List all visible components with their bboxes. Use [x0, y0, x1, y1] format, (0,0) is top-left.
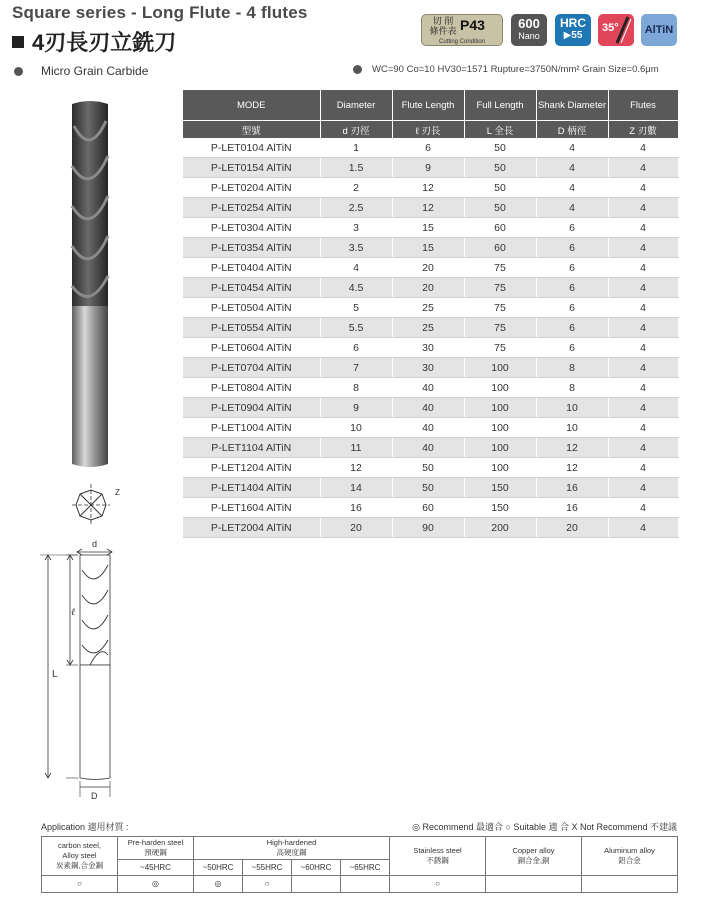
- table-cell: 20: [536, 518, 608, 538]
- table-cell: 25: [392, 318, 464, 338]
- table-cell: 6: [392, 138, 464, 158]
- nano-badge: [511, 14, 547, 46]
- application-title: Application 適用材質 :: [41, 822, 129, 832]
- table-cell: 100: [464, 378, 536, 398]
- table-row: [183, 218, 678, 238]
- table-cell: 4: [608, 458, 678, 478]
- hrc-badge: [555, 14, 591, 46]
- table-cell: 100: [464, 398, 536, 418]
- table-cell: 16: [536, 478, 608, 498]
- table-cell: 2: [320, 178, 392, 198]
- table-cell: 100: [464, 418, 536, 438]
- table-row: [183, 358, 678, 378]
- header-flutes: Flutes: [608, 90, 678, 121]
- table-cell: P-LET0454 AlTiN: [183, 278, 320, 298]
- page-title-en: Square series - Long Flute - 4 flutes: [12, 3, 308, 22]
- table-row: [183, 298, 678, 318]
- cutting-code: P43: [460, 17, 485, 33]
- title-square-icon: [12, 36, 24, 48]
- table-row: [183, 178, 678, 198]
- table-cell: P-LET1604 AlTiN: [183, 498, 320, 518]
- table-cell: 8: [320, 378, 392, 398]
- table-cell: 150: [464, 478, 536, 498]
- table-cell: P-LET0204 AlTiN: [183, 178, 320, 198]
- table-cell: 200: [464, 518, 536, 538]
- table-cell: 11: [320, 438, 392, 458]
- table-cell: P-LET0254 AlTiN: [183, 198, 320, 218]
- table-cell: 75: [464, 318, 536, 338]
- cutting-zh-2: 條件表: [429, 26, 457, 36]
- hrc-top: HRC: [560, 16, 586, 30]
- table-cell: 16: [320, 498, 392, 518]
- mark-copper: [486, 876, 582, 893]
- table-cell: 20: [392, 278, 464, 298]
- cutting-condition-badge[interactable]: [421, 14, 503, 46]
- table-cell: P-LET0104 AlTiN: [183, 138, 320, 158]
- table-cell: 16: [536, 498, 608, 518]
- table-cell: 20: [320, 518, 392, 538]
- subheader-full-length: L 全長: [464, 121, 536, 139]
- table-cell: 4: [608, 218, 678, 238]
- hrc-60: ~60HRC: [292, 860, 341, 876]
- col-copper: Copper alloy 銅合金,銅: [486, 837, 582, 876]
- table-cell: 60: [464, 238, 536, 258]
- label-l: ℓ: [71, 607, 76, 618]
- table-cell: P-LET0904 AlTiN: [183, 398, 320, 418]
- table-cell: 12: [536, 438, 608, 458]
- table-cell: 4: [608, 158, 678, 178]
- table-cell: P-LET1204 AlTiN: [183, 458, 320, 478]
- table-cell: 50: [464, 178, 536, 198]
- table-cell: P-LET0504 AlTiN: [183, 298, 320, 318]
- header-shank-diameter: Shank Diameter: [536, 90, 608, 121]
- label-d: d: [92, 539, 98, 549]
- nano-top: 600: [518, 16, 540, 31]
- table-row: [183, 498, 678, 518]
- table-cell: 90: [392, 518, 464, 538]
- table-cell: P-LET1004 AlTiN: [183, 418, 320, 438]
- table-cell: 4: [608, 178, 678, 198]
- application-header: [41, 820, 677, 833]
- label-L: L: [52, 669, 58, 680]
- table-cell: 10: [536, 398, 608, 418]
- table-cell: P-LET0304 AlTiN: [183, 218, 320, 238]
- table-cell: P-LET0554 AlTiN: [183, 318, 320, 338]
- header-mode: MODE: [183, 90, 320, 121]
- table-cell: 1: [320, 138, 392, 158]
- table-cell: 2.5: [320, 198, 392, 218]
- table-cell: 10: [320, 418, 392, 438]
- coating-badge: AlTiN: [641, 14, 677, 46]
- table-cell: 15: [392, 218, 464, 238]
- application-table: [41, 836, 678, 893]
- table-cell: 4: [608, 258, 678, 278]
- table-cell: 4: [608, 498, 678, 518]
- table-cell: 4: [608, 378, 678, 398]
- table-cell: 8: [536, 358, 608, 378]
- table-cell: 5: [320, 298, 392, 318]
- table-cell: 7: [320, 358, 392, 378]
- table-row: [183, 138, 678, 158]
- table-cell: 75: [464, 278, 536, 298]
- table-cell: 4.5: [320, 278, 392, 298]
- table-cell: 4: [608, 518, 678, 538]
- page-title-zh: [12, 26, 176, 57]
- label-D: D: [91, 791, 98, 801]
- table-row: [183, 378, 678, 398]
- table-cell: 4: [608, 338, 678, 358]
- dimension-drawing: [30, 535, 130, 801]
- subheader-shank-diameter: D 柄徑: [536, 121, 608, 139]
- helix-slash-icon: [598, 14, 634, 46]
- header-full-length: Full Length: [464, 90, 536, 121]
- spec-table: [183, 90, 679, 538]
- col-high-hardened: High-hardened 高硬度鋼: [194, 837, 390, 860]
- table-cell: 50: [464, 138, 536, 158]
- table-cell: 4: [608, 278, 678, 298]
- table-cell: 4: [608, 438, 678, 458]
- table-cell: 6: [536, 338, 608, 358]
- table-cell: 50: [464, 158, 536, 178]
- table-cell: 4: [536, 138, 608, 158]
- subheader-row: [183, 121, 678, 139]
- mark-stainless: ○: [390, 876, 486, 893]
- header-diameter: Diameter: [320, 90, 392, 121]
- subheader-flutes: Z 刃數: [608, 121, 678, 139]
- hrc-bottom: ▶55: [563, 30, 583, 41]
- cutting-zh-1: 切 削: [432, 16, 454, 26]
- table-cell: 3: [320, 218, 392, 238]
- table-cell: 12: [392, 198, 464, 218]
- title-zh-text: 4刃長刃立銑刀: [32, 30, 177, 55]
- hrc-45: ~45HRC: [118, 860, 194, 876]
- hrc-50: ~50HRC: [194, 860, 243, 876]
- helix-angle-badge: [598, 14, 634, 46]
- table-cell: 15: [392, 238, 464, 258]
- table-cell: 20: [392, 258, 464, 278]
- table-cell: 75: [464, 298, 536, 318]
- table-cell: 4: [608, 138, 678, 158]
- table-cell: 40: [392, 378, 464, 398]
- table-row: [183, 418, 678, 438]
- table-cell: 4: [536, 158, 608, 178]
- table-cell: P-LET0704 AlTiN: [183, 358, 320, 378]
- table-cell: 6: [536, 318, 608, 338]
- table-cell: 4: [536, 198, 608, 218]
- table-row: [183, 458, 678, 478]
- table-cell: 50: [464, 198, 536, 218]
- material-line: [14, 64, 148, 78]
- nano-bottom: Nano: [518, 31, 540, 41]
- bullet-icon: [14, 67, 23, 76]
- mark-aluminum: [582, 876, 678, 893]
- header-flute-length: Flute Length: [392, 90, 464, 121]
- table-cell: P-LET2004 AlTiN: [183, 518, 320, 538]
- hrc-55: ~55HRC: [243, 860, 292, 876]
- table-cell: 4: [608, 478, 678, 498]
- table-cell: 50: [392, 478, 464, 498]
- mark-carbon: ○: [42, 876, 118, 893]
- table-cell: P-LET1404 AlTiN: [183, 478, 320, 498]
- col-carbon-steel: carbon steel, Alloy steel 炭素鋼,合金鋼: [42, 837, 118, 876]
- table-cell: 4: [608, 298, 678, 318]
- table-cell: 1.5: [320, 158, 392, 178]
- endmill-photo: [60, 96, 120, 470]
- mark-65: [341, 876, 390, 893]
- table-cell: 40: [392, 418, 464, 438]
- table-cell: 14: [320, 478, 392, 498]
- table-row: [183, 238, 678, 258]
- table-cell: 10: [536, 418, 608, 438]
- table-row: [183, 398, 678, 418]
- helix-angle: 35°: [602, 22, 619, 34]
- table-cell: 4: [608, 418, 678, 438]
- table-cell: 30: [392, 358, 464, 378]
- bullet-icon: [353, 65, 362, 74]
- table-cell: 4: [608, 238, 678, 258]
- col-prehard-steel: Pre-harden steel 預硬鋼: [118, 837, 194, 860]
- header-row: [183, 90, 678, 121]
- table-cell: 5.5: [320, 318, 392, 338]
- table-cell: 4: [608, 398, 678, 418]
- table-cell: 9: [320, 398, 392, 418]
- table-cell: 4: [320, 258, 392, 278]
- cross-section-icon: [66, 480, 126, 530]
- table-cell: 100: [464, 458, 536, 478]
- table-cell: 12: [320, 458, 392, 478]
- table-cell: P-LET1104 AlTiN: [183, 438, 320, 458]
- table-cell: 150: [464, 498, 536, 518]
- table-row: [183, 478, 678, 498]
- table-row: [183, 198, 678, 218]
- table-row: [183, 518, 678, 538]
- table-cell: 9: [392, 158, 464, 178]
- table-cell: 4: [608, 358, 678, 378]
- spec-note-line: [353, 64, 659, 75]
- table-cell: 6: [320, 338, 392, 358]
- label-z: Z: [115, 488, 120, 497]
- table-cell: 40: [392, 398, 464, 418]
- marks-row: [42, 876, 678, 893]
- subheader-diameter: d 刃徑: [320, 121, 392, 139]
- mark-60: [292, 876, 341, 893]
- hrc-65: ~65HRC: [341, 860, 390, 876]
- table-cell: 4: [608, 318, 678, 338]
- table-cell: 4: [536, 178, 608, 198]
- spec-note-text: WC=90 Co=10 HV30=1571 Rupture=3750N/mm² Grain Size=0.6μm: [372, 64, 659, 75]
- table-cell: 12: [392, 178, 464, 198]
- table-cell: 60: [464, 218, 536, 238]
- table-cell: 6: [536, 278, 608, 298]
- table-cell: P-LET0354 AlTiN: [183, 238, 320, 258]
- application-legend: ◎ Recommend 最適合 ○ Suitable 適 合 X Not Recommend 不建議: [412, 822, 677, 832]
- table-cell: 25: [392, 298, 464, 318]
- table-row: [183, 438, 678, 458]
- table-row: [183, 258, 678, 278]
- table-cell: 8: [536, 378, 608, 398]
- table-cell: P-LET0154 AlTiN: [183, 158, 320, 178]
- spec-table-body: [183, 138, 678, 538]
- table-cell: 40: [392, 438, 464, 458]
- material-text: Micro Grain Carbide: [41, 64, 149, 78]
- table-cell: 12: [536, 458, 608, 478]
- table-row: [183, 318, 678, 338]
- cutting-en: Cutting Condition: [438, 39, 486, 45]
- table-row: [183, 278, 678, 298]
- subheader-flute-length: ℓ 刃長: [392, 121, 464, 139]
- table-cell: 6: [536, 218, 608, 238]
- col-stainless: Stainless steel 不銹鋼: [390, 837, 486, 876]
- table-cell: 6: [536, 258, 608, 278]
- table-cell: P-LET0804 AlTiN: [183, 378, 320, 398]
- table-cell: 100: [464, 438, 536, 458]
- mark-50: ◎: [194, 876, 243, 893]
- table-cell: 75: [464, 258, 536, 278]
- table-cell: P-LET0404 AlTiN: [183, 258, 320, 278]
- mark-55: ○: [243, 876, 292, 893]
- table-cell: P-LET0604 AlTiN: [183, 338, 320, 358]
- table-cell: 30: [392, 338, 464, 358]
- table-cell: 50: [392, 458, 464, 478]
- table-cell: 75: [464, 338, 536, 358]
- table-cell: 60: [392, 498, 464, 518]
- mark-prehard: ◎: [118, 876, 194, 893]
- subheader-mode: 型號: [183, 121, 320, 139]
- table-cell: 4: [608, 198, 678, 218]
- col-aluminum: Aluminum alloy 鋁合金: [582, 837, 678, 876]
- table-cell: 6: [536, 238, 608, 258]
- table-cell: 6: [536, 298, 608, 318]
- table-row: [183, 338, 678, 358]
- table-cell: 3.5: [320, 238, 392, 258]
- table-cell: 100: [464, 358, 536, 378]
- table-row: [183, 158, 678, 178]
